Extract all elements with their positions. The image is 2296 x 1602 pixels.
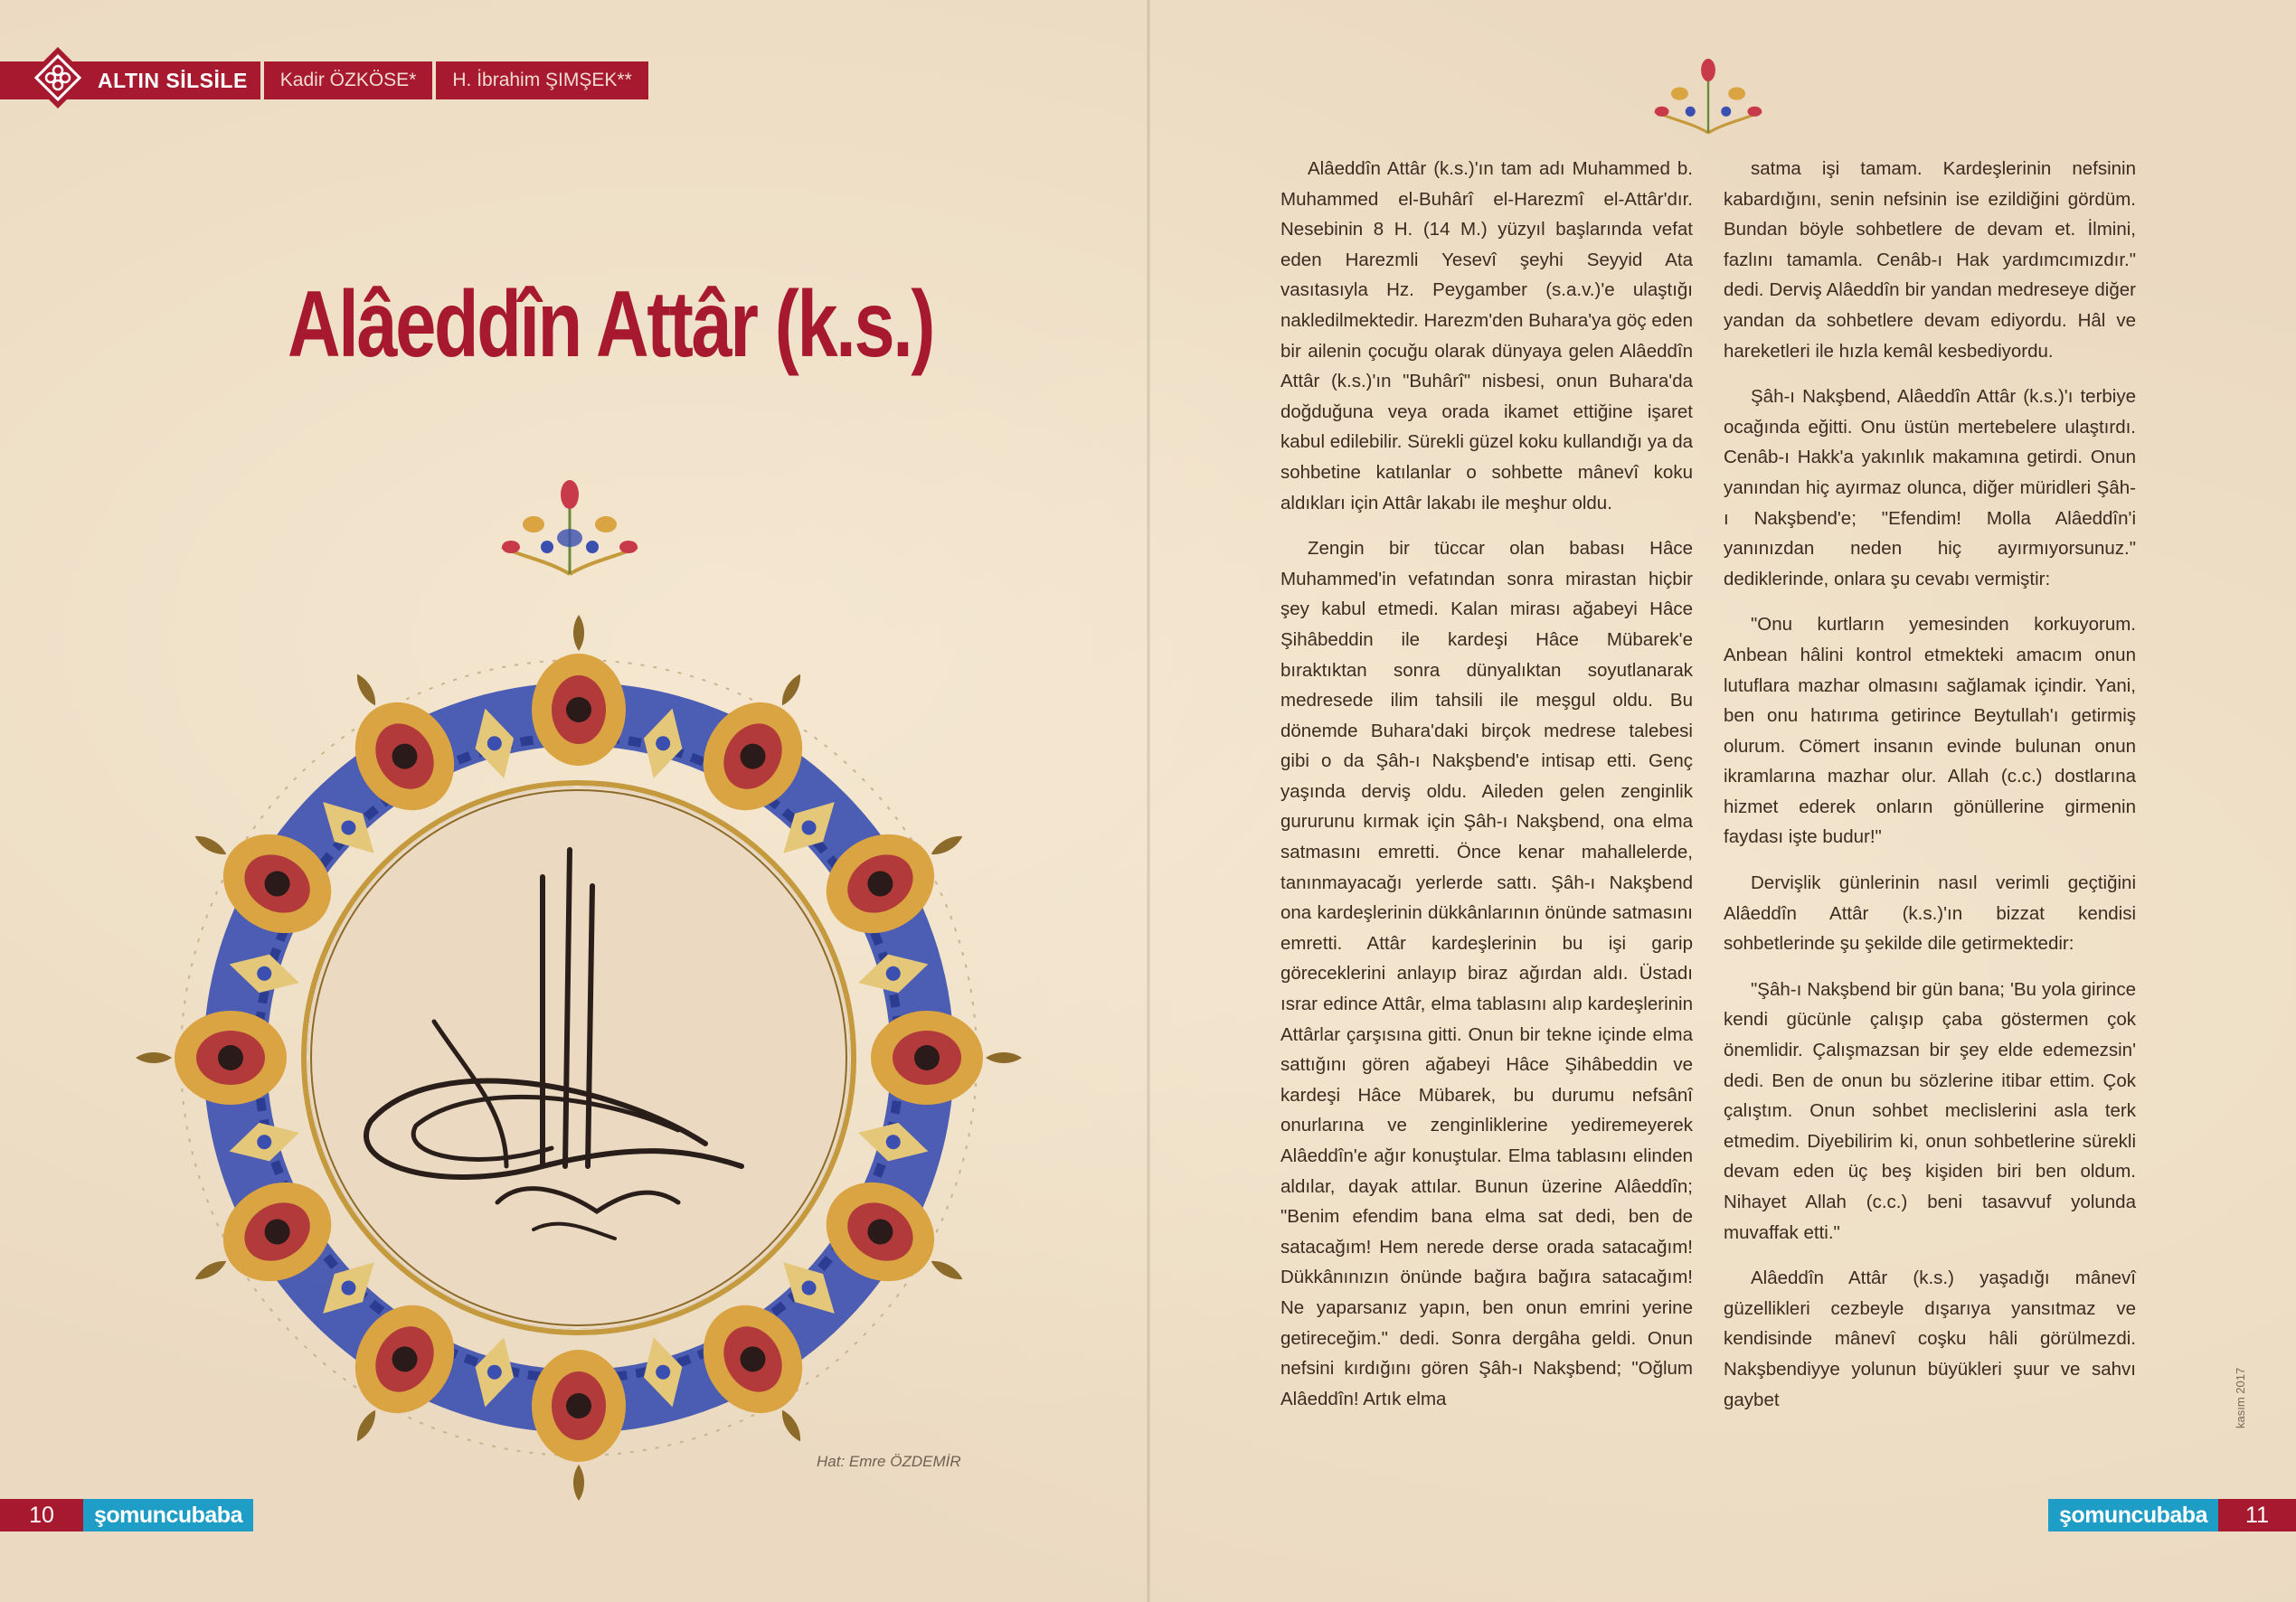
illuminated-medallion-icon [127, 588, 1031, 1510]
paragraph: Alâeddîn Attâr (k.s.) yaşadığı mânevî güzellikleri cezbeyle dışarıya yansıtmaz ve kendisinde mânevî coşku hâli görülmezdi. Nakşbendiyye yolunun büyükleri şuur ve sahvı gaybet [1724, 1267, 2136, 1410]
page-number-left: 10 [0, 1499, 83, 1531]
page-spine [1147, 0, 1150, 1602]
paragraph: "Şâh-ı Nakşbend bir gün bana; 'Bu yola girince kendi gücünle çalışıp çaba göstermen çok önemlidir. Çalışmazsan bir şey elde edemezsin' dedi. Ben de onun bu sözlerine itibar ettim. Çok çalıştım. Onun sohbet meclislerini asla terk etmedim. Diyebilirim ki, onun sohbetlerine sürekli devam eden üç beş kişiden biri ben oldum. Nihayet Allah (c.c.) beni tasavvuf yolunda muvaffak etti." [1724, 978, 2136, 1243]
series-label: ALTIN SİLSİLE [0, 61, 260, 99]
paragraph: Zengin bir tüccar olan babası Hâce Muhammed'in vefatından sonra mirastan hiçbir şey kabul etmedi. Kalan mirası ağabeyi Hâce Şihâbeddin ile kardeşi Hâce Mübarek'e bıraktıktan sonra dünyalıktan soyutlanarak medresede ilim tahsili ile meşgul oldu. Bu dönemde Buhara'daki birçok medrese talebesi gibi o da Şâh-ı Nakşbend'e intisap etti. Genç yaşında derviş oldu. Aileden gelen zenginlik gururunu kırmak için Şâh-ı Nakşbend, ona elma satmasını emretti. Önce kenar mahallelerde, tanınmayacağı yerlerde sattı. Şâh-ı Nakşbend ona kardeşlerinin dükkânlarının önünde satmasını emretti. Attâr kardeşlerinin bu işi garip göreceklerini anlayıp biraz ağırdan aldı. Üstadı ısrar edince Attâr, elma tablasını alıp kardeşlerinin Attârlar çarşısına gitti. Onun bir tekne içinde elma sattığını gören ağabeyi Hâce Şihâbeddin ve kardeşi Hâce Mübarek, bu durumu nefsânî onurlarına ve zenginliklerine yediremeyerek Alâeddîn'e ağır konuştular. Elma tablasını elinden aldılar, dayak attılar. Bunun üzerine Alâeddîn; "Benim efendim bana elma sat dedi, ben de satacağım! Hem nerede derse orada satacağım! Dükkânınızın önünde bağıra bağıra satacağım! Ne yaparsanız yapın, ben onun emrini yerine getireceğim." dedi. Sonra dergâha geldi. Onun nefsini kırdığını gören Şâh-ı Nakşbend; "Oğlum Alâeddîn! Artık elma [1280, 538, 1693, 1409]
paragraph: Şâh-ı Nakşbend, Alâeddîn Attâr (k.s.)'ı terbiye ocağında eğitti. Onu üstün mertebelere ulaştırdı. Cenâb-ı Hakk'a yakınlık makamına getirdi. Onun yanından hiç ayırmaz olunca, diğer müridleri Şâh-ı Nakşbend'e; "Efendim! Molla Alâeddîn'i yanınızdan neden hiç ayırmıyorsunuz." dediklerinde, onlara şu cevabı vermiştir: [1724, 386, 2136, 589]
magazine-logo: şomuncubaba [2048, 1499, 2218, 1531]
page-number-right: 11 [2218, 1499, 2296, 1531]
paragraph: Alâeddîn Attâr (k.s.)'ın tam adı Muhammed b. Muhammed el-Buhârî el-Harezmî el-Attâr'dır. Nesebinin 8 H. (14 M.) yüzyıl başlarında vefat eden Harezmli Yesevî şeyhi Seyyid Ata vasıtasıyla Hz. Peygamber (s.a.v.)'e ulaştığı nakledilmektedir. Harezm'den Buhara'ya göç eden bir ailenin çocuğu olarak dünyaya gelen Alâeddîn Attâr (k.s.)'ın "Buhârî" nisbesi, onun Buhara'da doğduğuna veya orada ikamet ettiğine işaret kabul edilebilir. Sürekli güzel koku kullandığı ya da sohbetine katılanlar o sohbette mânevî koku aldıkları için Attâr lakabı ile meşhur oldu. [1280, 158, 1693, 514]
diamond-knot-icon [27, 47, 89, 108]
article-title: Alâeddîn Attâr (k.s.) [288, 272, 934, 377]
author-1: Kadir ÖZKÖSE* [264, 61, 433, 99]
paragraph: Dervişlik günlerinin nasıl verimli geçtiğini Alâeddîn Attâr (k.s.)'ın bizzat kendisi sohbetlerinde şu şekilde dile getirmektedir: [1724, 872, 2136, 955]
footer-left [0, 1499, 253, 1531]
issue-date: kasım 2017 [2234, 1367, 2247, 1428]
author-2: H. İbrahim ŞIMŞEK** [436, 61, 647, 99]
tulip-floral-icon [484, 475, 656, 583]
paragraph: "Onu kurtların yemesinden korkuyorum. Anbean hâlini kontrol etmekteki amacım onun lutuflara mazhar olmasını sağlamak içindir. Yani, ben onu hatırıma getirince Beytullah'ı getirmiş olurum. Cömert insanın evinde bulunan onun ikramlarına mazhar olur. Allah (c.c.) dostlarına hizmet ederek onların gönüllerine girmenin faydası işte budur!" [1724, 614, 2136, 848]
header-band [0, 61, 648, 99]
magazine-logo: şomuncubaba [83, 1499, 253, 1531]
tulip-floral-icon [1640, 54, 1776, 140]
paragraph: satma işi tamam. Kardeşlerinin nefsinin kabardığını, senin nefsinin ise ezildiğini gördüm. Bundan böyle sohbetlere de devam et. İlmini, fazlını tamamla. Cenâb-ı Hak yardımcımızdır." dedi. Derviş Alâeddîn bir yandan medreseye diğer yandan da sohbetlere devam ediyordu. Hâl ve hareketleri ile hızla kemâl kesbediyordu. [1724, 158, 2136, 362]
calligraphy-credit: Hat: Emre ÖZDEMİR [817, 1453, 961, 1470]
footer-right [2048, 1499, 2296, 1531]
text-column-2 [1724, 154, 2136, 1430]
text-column-1 [1280, 154, 1693, 1429]
